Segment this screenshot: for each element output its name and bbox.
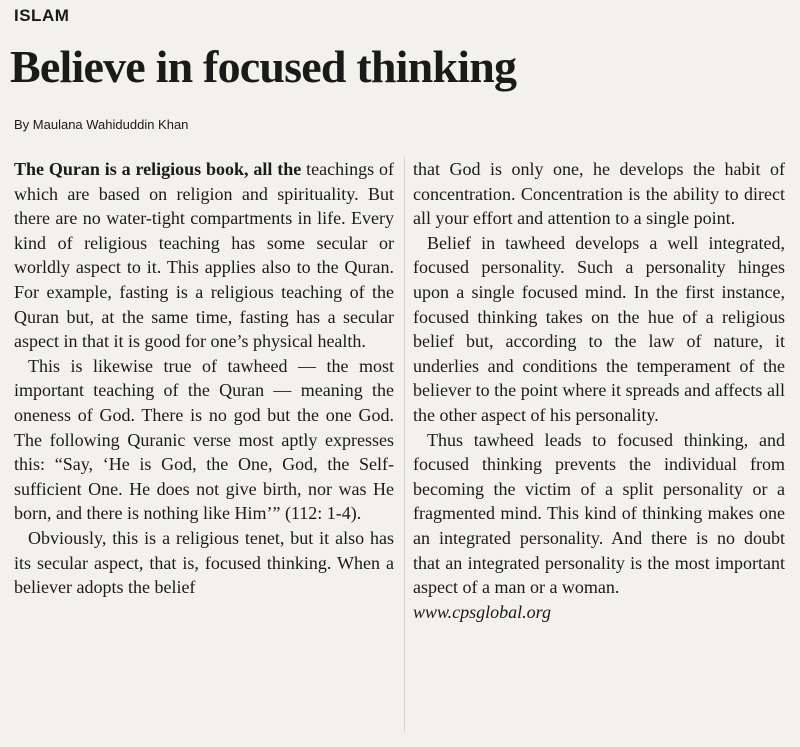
website-link[interactable]: www.cpsglobal.org <box>413 601 552 622</box>
column-divider <box>404 157 405 732</box>
lead-in: The Quran is a religious book, all the <box>14 159 302 179</box>
paragraph-1-text: teachings of which are based on religion and spirituality. But there are no water-tight compartments in life. Every kind of religious teaching has some secular or worldly aspect to it. This applies also to the Quran. For example, fasting is a religious teaching of the Quran but, at the same time, fasting has a secular aspect in that it is good for one’s physical health. <box>14 159 395 352</box>
right-column <box>413 157 785 624</box>
paragraph-5: Belief in tawheed develops a well integrated, focused personality. Such a personality hinges upon a single focused mind. In the first instance, focused thinking takes on the hue of a religious belief but, according to the law of nature, it underlies and conditions the temperament of the believer to the point where it spreads and affects all the other aspect of his personality. <box>413 232 785 425</box>
paragraph-1 <box>14 157 394 354</box>
byline: By Maulana Wahiduddin Khan <box>14 117 189 132</box>
paragraph-6: Thus tawheed leads to focused thinking, and focused thinking prevents the individual from becoming the victim of a split personality or a fragmented mind. This kind of thinking makes one an integrated personality. And there is no doubt that an integrated personality is the most important aspect of a man or a woman. <box>413 429 785 598</box>
paragraph-2: This is likewise true of tawheed — the most important teaching of the Quran — meaning the oneness of God. There is no god but the one God. The following Quranic verse most aptly expresses this: “Say, ‘He is God, the One, God, the Self-sufficient One. He does not give birth, nor was He born, and there is nothing like Him’” (112: 1-4). <box>14 355 394 524</box>
headline: Believe in focused thinking <box>10 41 517 92</box>
paragraph-3: Obviously, this is a religious tenet, but it also has its secular aspect, that is, focused thinking. When a believer adopts the belief <box>14 527 394 598</box>
paragraph-4: that God is only one, he develops the habit of concentration. Concentration is the ability to direct all your effort and attention to a single point. <box>413 159 785 229</box>
left-column <box>14 157 394 600</box>
section-label: ISLAM <box>14 6 70 25</box>
